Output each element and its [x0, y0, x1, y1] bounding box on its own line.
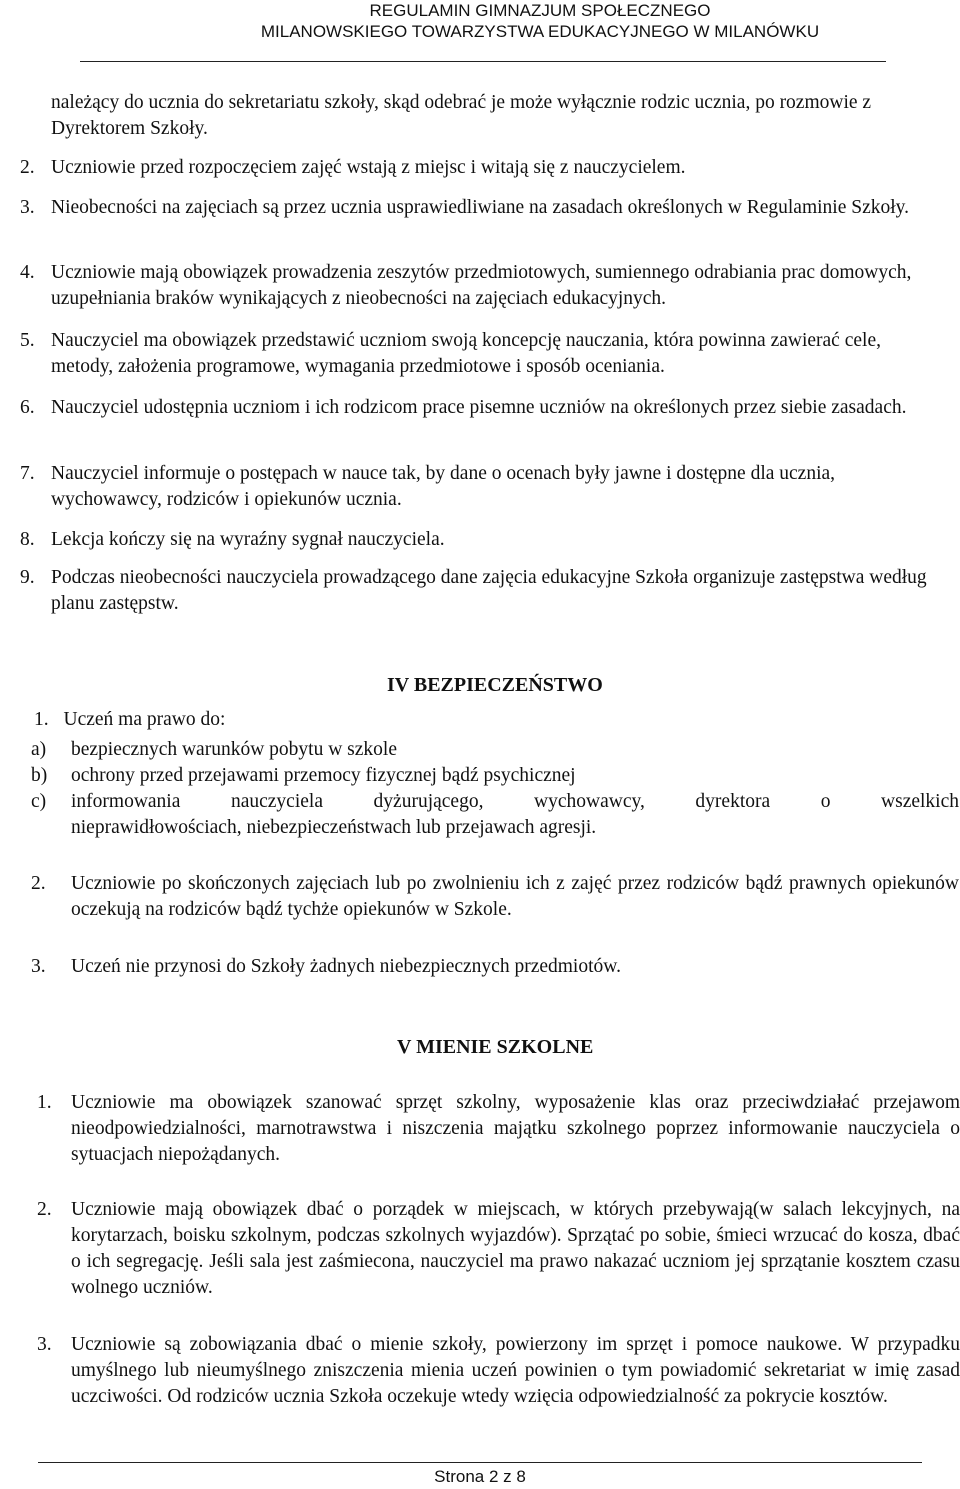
list-item	[20, 260, 940, 312]
list-item-number: 1.	[37, 1092, 52, 1113]
rights-sub-item	[31, 737, 959, 763]
list-item-number: 3.	[31, 956, 46, 977]
list-item-number: 8.	[20, 529, 35, 550]
list-item-text: Uczniowie mają obowiązek dbać o porządek w miejscach, w których przebywają(w salach lekcyjnych, na korytarzach, boisku szkolnym, podczas szkolnych wyjazdów). Sprzątać po sobie, śmieci wrzucać do kosza, dbać o ich segregację. Jeśli sala jest zaśmiecona, nauczyciel ma prawo nakazać uczniom jej sprzątanie kosztem czasu wolnego uczniów.	[71, 1199, 960, 1298]
list-item-number: 5.	[20, 330, 35, 351]
list-item-number: 3.	[37, 1334, 52, 1355]
rights-sub-item	[31, 789, 959, 841]
list-item-number: 7.	[20, 463, 35, 484]
continuation-paragraph: należący do ucznia do sekretariatu szkoły, skąd odebrać je może wyłącznie rodzic ucznia, po rozmowie z Dyrektorem Szkoły.	[51, 92, 872, 139]
property-item	[37, 1332, 960, 1410]
list-item-text: Lekcja kończy się na wyraźny sygnał nauczyciela.	[51, 529, 445, 550]
rights-sub-item	[31, 763, 959, 789]
page-number: Strona 2 z 8	[434, 1467, 526, 1486]
header-line-2: MILANOWSKIEGO TOWARZYSTWA EDUKACYJNEGO W MILANÓWKU	[260, 22, 820, 41]
property-item	[37, 1090, 960, 1168]
list-item-text: Uczniowie po skończonych zajęciach lub po zwolnieniu ich z zajęć przez rodziców bądź prawnych opiekunów oczekują na rodziców bądź tychże opiekunów w Szkole.	[71, 873, 959, 920]
list-item	[20, 461, 940, 513]
list-item	[20, 328, 940, 380]
list-item	[20, 195, 940, 221]
section-heading-bezpieczenstwo: IV BEZPIECZEŃSTWO	[387, 674, 603, 696]
safety-item	[31, 954, 959, 980]
header-divider	[80, 61, 886, 62]
sub-item-letter: c)	[31, 791, 47, 812]
list-item-number: 3.	[20, 197, 35, 218]
property-item	[37, 1197, 960, 1301]
sub-item-text-line-1: informowania nauczyciela dyżurującego, wychowawcy, dyrektora o wszelkich	[71, 791, 959, 812]
list-item-text: Nauczyciel ma obowiązek przedstawić uczniom swoją koncepcję nauczania, która powinna zawierać cele, metody, założenia programowe, wymagania przedmiotowe i sposób oceniania.	[51, 330, 881, 377]
list-item-text: Nauczyciel informuje o postępach w nauce tak, by dane o ocenach były jawne i dostępne dla ucznia, wychowawcy, rodziców i opiekunów ucznia.	[51, 463, 836, 510]
list-item-text: Uczeń ma prawo do:	[63, 709, 226, 730]
list-item-text: Nauczyciel udostępnia uczniom i ich rodzicom prace pisemne uczniów na określonych przez siebie zasadach.	[51, 397, 907, 418]
list-item-text: Nieobecności na zajęciach są przez ucznia usprawiedliwiane na zasadach określonych w Regulaminie Szkoły.	[51, 197, 909, 218]
list-item-text: Uczniowie przed rozpoczęciem zajęć wstają z miejsc i witają się z nauczycielem.	[51, 157, 686, 178]
list-item-number: 2.	[31, 873, 46, 894]
safety-item	[31, 871, 959, 923]
list-item-text: Uczniowie ma obowiązek szanować sprzęt szkolny, wyposażenie klas oraz przeciwdziałać przejawom nieodpowiedzialności, marnotrawstwa i niszczenia majątku szkolnego poprzez informowanie nauczyciela o sytuacjach niepożądanych.	[71, 1092, 960, 1165]
list-item-number: 2.	[37, 1199, 52, 1220]
sub-item-letter: a)	[31, 739, 47, 760]
list-item-number: 9.	[20, 567, 35, 588]
section-heading-mienie-szkolne: V MIENIE SZKOLNE	[397, 1036, 594, 1058]
list-item-number: 1.	[34, 709, 49, 730]
list-item	[20, 395, 940, 421]
sub-item-text: bezpiecznych warunków pobytu w szkole	[71, 739, 397, 760]
sub-item-text-line-2: nieprawidłowościach, niebezpieczeństwach lub przejawach agresji.	[71, 817, 597, 838]
list-item	[20, 155, 940, 181]
list-item	[20, 527, 940, 553]
sub-item-text: ochrony przed przejawami przemocy fizycznej bądź psychicznej	[71, 765, 576, 786]
sub-item-letter: b)	[31, 765, 48, 786]
footer-divider	[38, 1462, 922, 1463]
list-item-text: Uczeń nie przynosi do Szkoły żadnych niebezpiecznych przedmiotów.	[71, 956, 621, 977]
list-item-text: Uczniowie są zobowiązania dbać o mienie szkoły, powierzony im sprzęt i pomoce naukowe. W przypadku umyślnego lub nieumyślnego zniszczenia mienia uczeń powinien o tym powiadomić sekretariat w imię zasad uczciwości. Od rodziców ucznia Szkoła oczekuje wtedy wzięcia odpowiedzialność za pokrycie kosztów.	[71, 1334, 960, 1407]
list-item-text: Podczas nieobecności nauczyciela prowadzącego dane zajęcia edukacyjne Szkoła organizuje zastępstwa według planu zastępstw.	[51, 567, 927, 614]
page-header	[0, 0, 960, 42]
safety-rights-intro	[34, 707, 225, 733]
list-item-number: 2.	[20, 157, 35, 178]
list-item-number: 4.	[20, 262, 35, 283]
list-item-number: 6.	[20, 397, 35, 418]
list-item-text: Uczniowie mają obowiązek prowadzenia zeszytów przedmiotowych, sumiennego odrabiania prac domowych, uzupełniania braków wynikających z nieobecności na zajęciach edukacyjnych.	[51, 262, 912, 309]
header-line-1: REGULAMIN GIMNAZJUM SPOŁECZNEGO	[369, 1, 711, 20]
list-item	[20, 565, 940, 617]
